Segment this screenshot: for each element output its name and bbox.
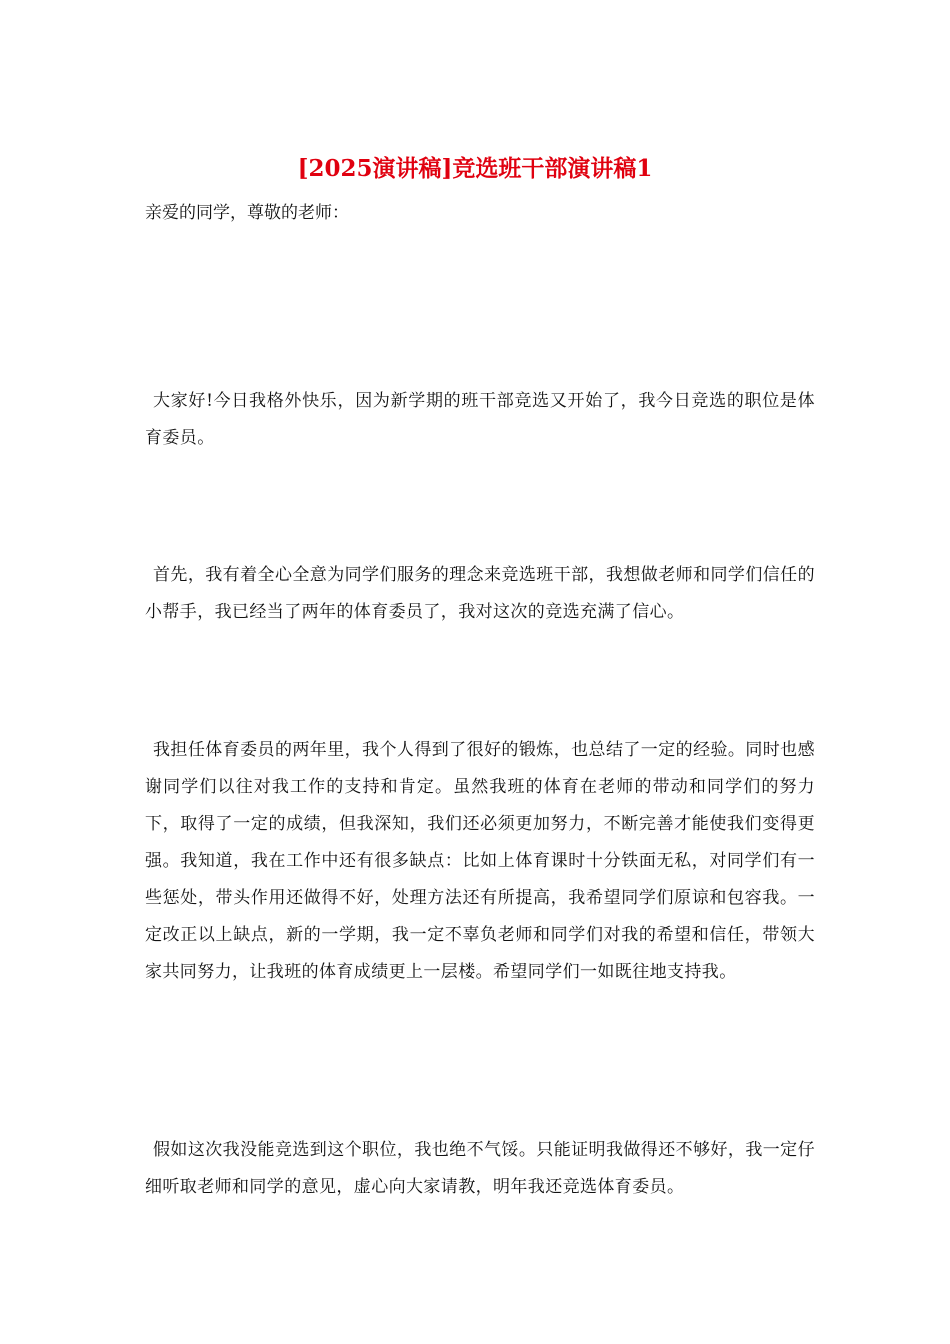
document-title: [2025演讲稿]竞选班干部演讲稿1 (297, 155, 653, 182)
salutation: 亲爱的同学，尊敬的老师： (145, 203, 349, 223)
paragraph-1: 大家好!今日我格外快乐，因为新学期的班干部竞选又开始了，我今日竞选的职位是体育委员。 (145, 391, 815, 448)
paragraph-4: 假如这次我没能竞选到这个职位，我也绝不气馁。只能证明我做得还不够好，我一定仔细听取老师和同学的意见，虚心向大家请教，明年我还竞选体育委员。 (145, 1140, 815, 1197)
paragraph-2: 首先，我有着全心全意为同学们服务的理念来竞选班干部，我想做老师和同学们信任的小帮手，我已经当了两年的体育委员了，我对这次的竞选充满了信心。 (145, 565, 815, 622)
paragraph-3: 我担任体育委员的两年里，我个人得到了很好的锻炼，也总结了一定的经验。同时也感谢同学们以往对我工作的支持和肯定。虽然我班的体育在老师的带动和同学们的努力下，取得了一定的成绩，但我深知，我们还必须更加努力，不断完善才能使我们变得更强。我知道，我在工作中还有很多缺点：比如上体育课时十分铁面无私，对同学们有一些惩处，带头作用还做得不好，处理方法还有所提高，我希望同学们原谅和包容我。一定改正以上缺点，新的一学期，我一定不辜负老师和同学们对我的希望和信任，带领大家共同努力，让我班的体育成绩更上一层楼。希望同学们一如既往地支持我。 (145, 740, 815, 982)
